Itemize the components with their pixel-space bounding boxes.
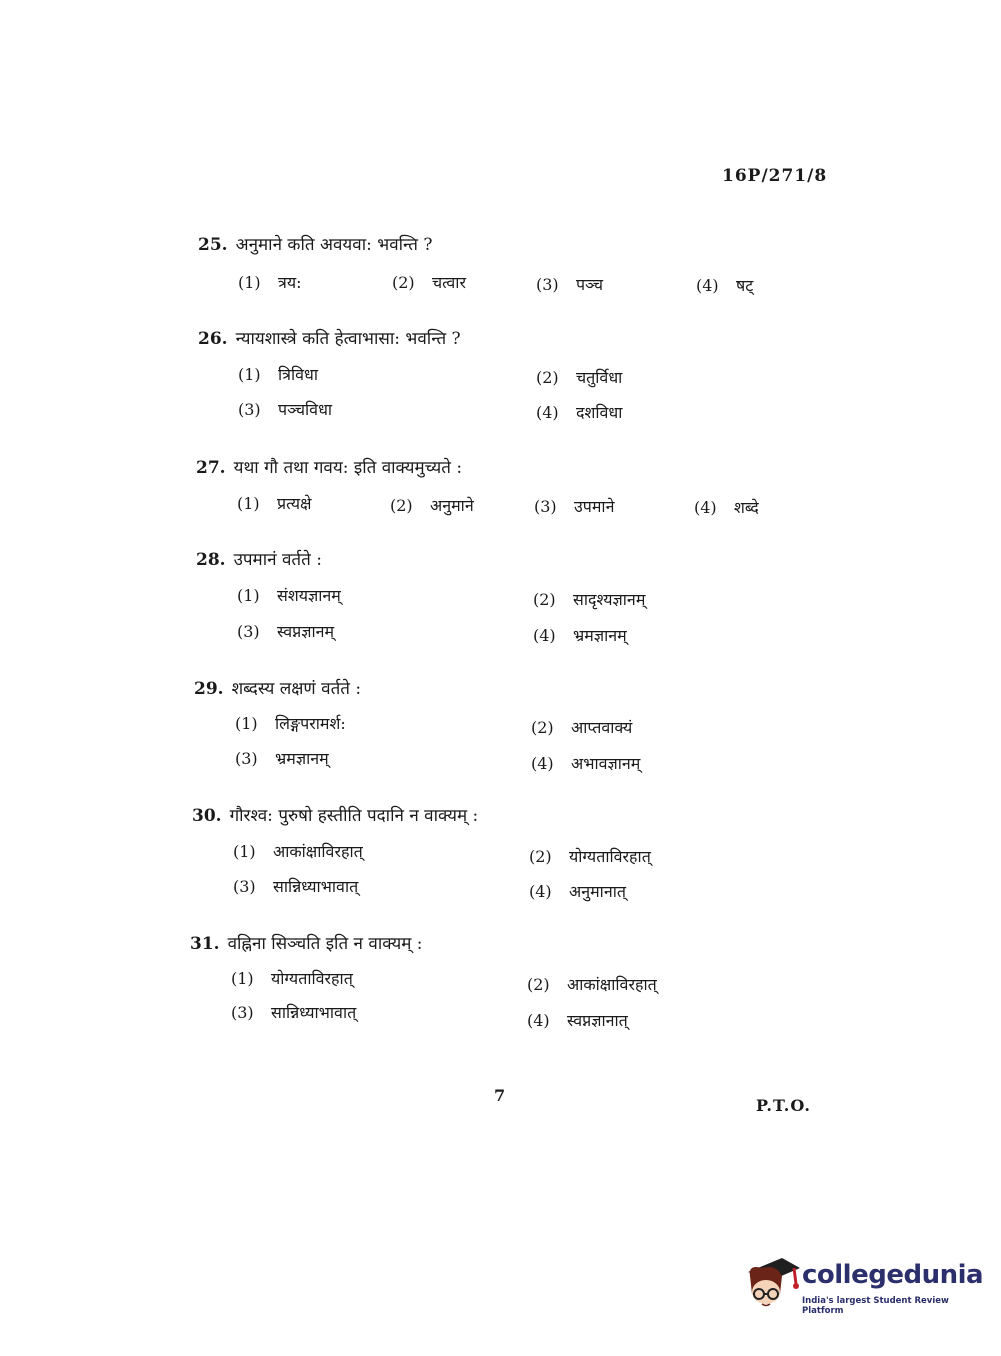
pto-label: P.T.O. (756, 1096, 811, 1115)
option-3: (3) पञ्च (536, 275, 604, 294)
option-2: (2) योग्यताविरहात् (529, 847, 651, 866)
option-4: (4) भ्रमज्ञानम् (533, 626, 627, 645)
option-2: (2) अनुमाने (390, 496, 474, 515)
option-3: (3) भ्रमज्ञानम् (235, 749, 329, 768)
option-1: (1) त्रय: (238, 273, 302, 292)
paper-code: 16P/271/8 (722, 166, 828, 186)
option-2: (2) चत्वार (392, 273, 466, 292)
option-3: (3) सान्निध्याभावात् (231, 1003, 357, 1022)
option-2: (2) आकांक्षाविरहात् (527, 975, 657, 994)
option-2: (2) चतुर्विधा (536, 368, 623, 387)
logo-tagline: India's largest Student Review Platform (802, 1296, 949, 1316)
option-4: (4) षट् (696, 276, 754, 295)
option-2: (2) आप्तवाक्यं (531, 718, 633, 737)
option-3: (3) सान्निध्याभावात् (233, 877, 359, 896)
option-1: (1) त्रिविधा (238, 365, 319, 384)
page-number: 7 (494, 1086, 506, 1105)
option-1: (1) आकांक्षाविरहात् (233, 842, 363, 861)
logo-wordmark: collegedunia (802, 1260, 984, 1290)
question-number: 25. (198, 235, 228, 255)
option-4: (4) अभावज्ञानम् (531, 754, 641, 773)
option-1: (1) योग्यताविरहात् (231, 969, 353, 988)
option-3: (3) स्वप्नज्ञानम् (237, 622, 335, 641)
option-4: (4) स्वप्नज्ञानात् (527, 1011, 628, 1030)
mascot-icon (742, 1250, 802, 1314)
collegedunia-logo[interactable] (742, 1250, 984, 1320)
option-4: (4) दशविधा (536, 403, 623, 422)
option-4: (4) अनुमानात् (529, 882, 626, 901)
option-1: (1) प्रत्यक्षे (237, 494, 312, 513)
question-text: अनुमाने कति अवयवा: भवन्ति ? (235, 235, 433, 255)
option-2: (2) सादृश्यज्ञानम् (533, 590, 646, 609)
option-4: (4) शब्दे (694, 498, 759, 517)
option-1: (1) संशयज्ञानम् (237, 586, 341, 605)
option-3: (3) उपमाने (534, 497, 615, 516)
option-3: (3) पञ्चविधा (238, 400, 333, 419)
option-1: (1) लिङ्गपरामर्श: (235, 714, 346, 733)
